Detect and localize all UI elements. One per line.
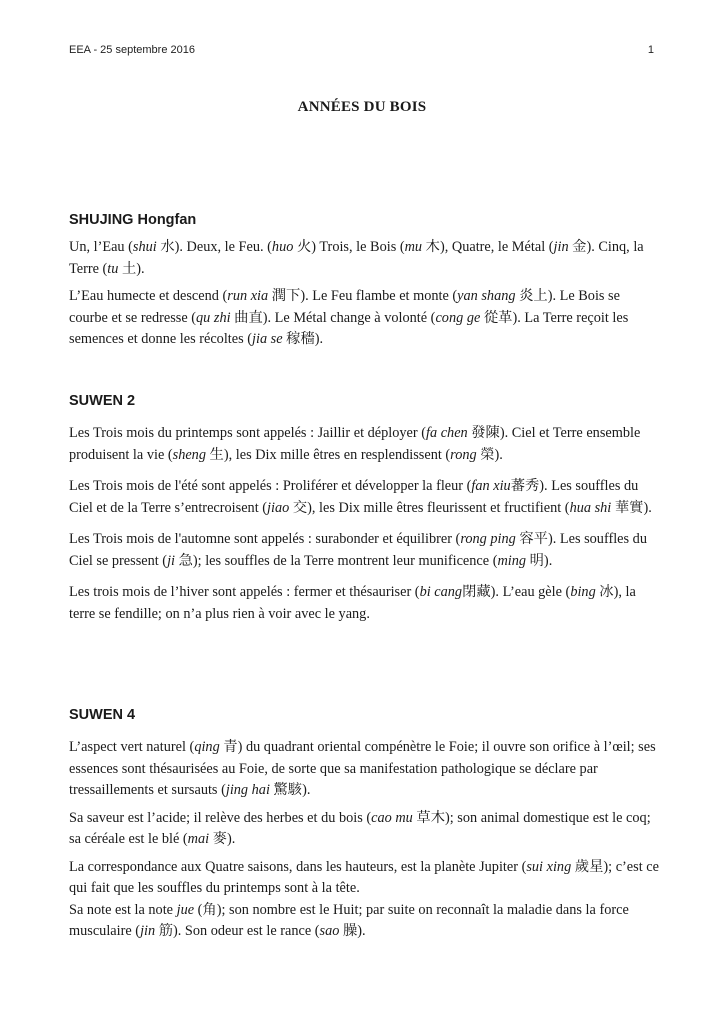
page-number: 1 [647,44,654,56]
document-title: ANNÉES DU BOIS [297,99,427,115]
section-heading: SHUJING Hongfan [69,212,197,228]
paragraph: Un, l’Eau (shui 水). Deux, le Feu. (huo 火) Trois, le Bois (mu 木), Quatre, le Métal (jin 金). Cinq, la Terre (tu 土). [69,239,644,277]
paragraph: La correspondance aux Quatre saisons, dans les hauteurs, est la planète Jupiter (sui xing 歲星); c’est ce qui fait que les souffles du printemps sont à la tête. Sa note est la note jue (角); son nombre est le Huit; par suite on reconnaît la maladie dans la force musculaire (jin 筋). Son odeur est le rance (sao 臊). [69,858,659,939]
paragraph: L’aspect vert naturel (qing 青) du quadrant oriental compénètre le Foie; il ouvre son orifice à l’œil; ses essences sont thésaurisées au Foie, de sorte que sa manifestation pathologique se déclare par tressaillements et sursauts (jing hai 驚駭). [69,739,656,798]
paragraph: Les Trois mois de l'été sont appelés : Proliférer et développer la fleur (fan xiu蕃秀). Les souffles du Ciel et de la Terre s’entrecroisent (jiao 交), les Dix mille êtres fleurissent et fructifient (hua shi 華實). [69,478,652,516]
paragraph: Les Trois mois de l'automne sont appelés : surabonder et équilibrer (rong ping 容平). Les souffles du Ciel se pressent (ji 急); les souffles de la Terre montrent leur munificence (ming 明). [69,531,647,569]
paragraph: Les trois mois de l’hiver sont appelés : fermer et thésauriser (bi cang閉藏). L’eau gèle (bing 冰), la terre se fendille; on n’a plus rien à voir avec le yang. [69,584,636,622]
section-suwen-2 [69,393,659,625]
section-heading: SUWEN 2 [69,393,136,409]
section-shujing [69,212,659,351]
paragraph: L’Eau humecte et descend (run xia 潤下). Le Feu flambe et monte (yan shang 炎上). Le Bois se courbe et se redresse (qu zhi 曲直). Le Métal change à volonté (cong ge 從革). La Terre reçoit les semences et donne les récoltes (jia se 稼穡). [69,288,629,347]
section-heading: SUWEN 4 [69,707,136,723]
section-suwen-4 [69,707,659,943]
paragraph: Sa saveur est l’acide; il relève des herbes et du bois (cao mu 草木); son animal domestique est le coq; sa céréale est le blé (mai 麥). [69,809,651,847]
running-header: EEA - 25 septembre 2016 [69,44,195,56]
paragraph: Les Trois mois du printemps sont appelés : Jaillir et déployer (fa chen 發陳). Ciel et Terre ensemble produisent la vie (sheng 生), les Dix mille êtres en resplendissent (rong 榮). [69,425,641,463]
